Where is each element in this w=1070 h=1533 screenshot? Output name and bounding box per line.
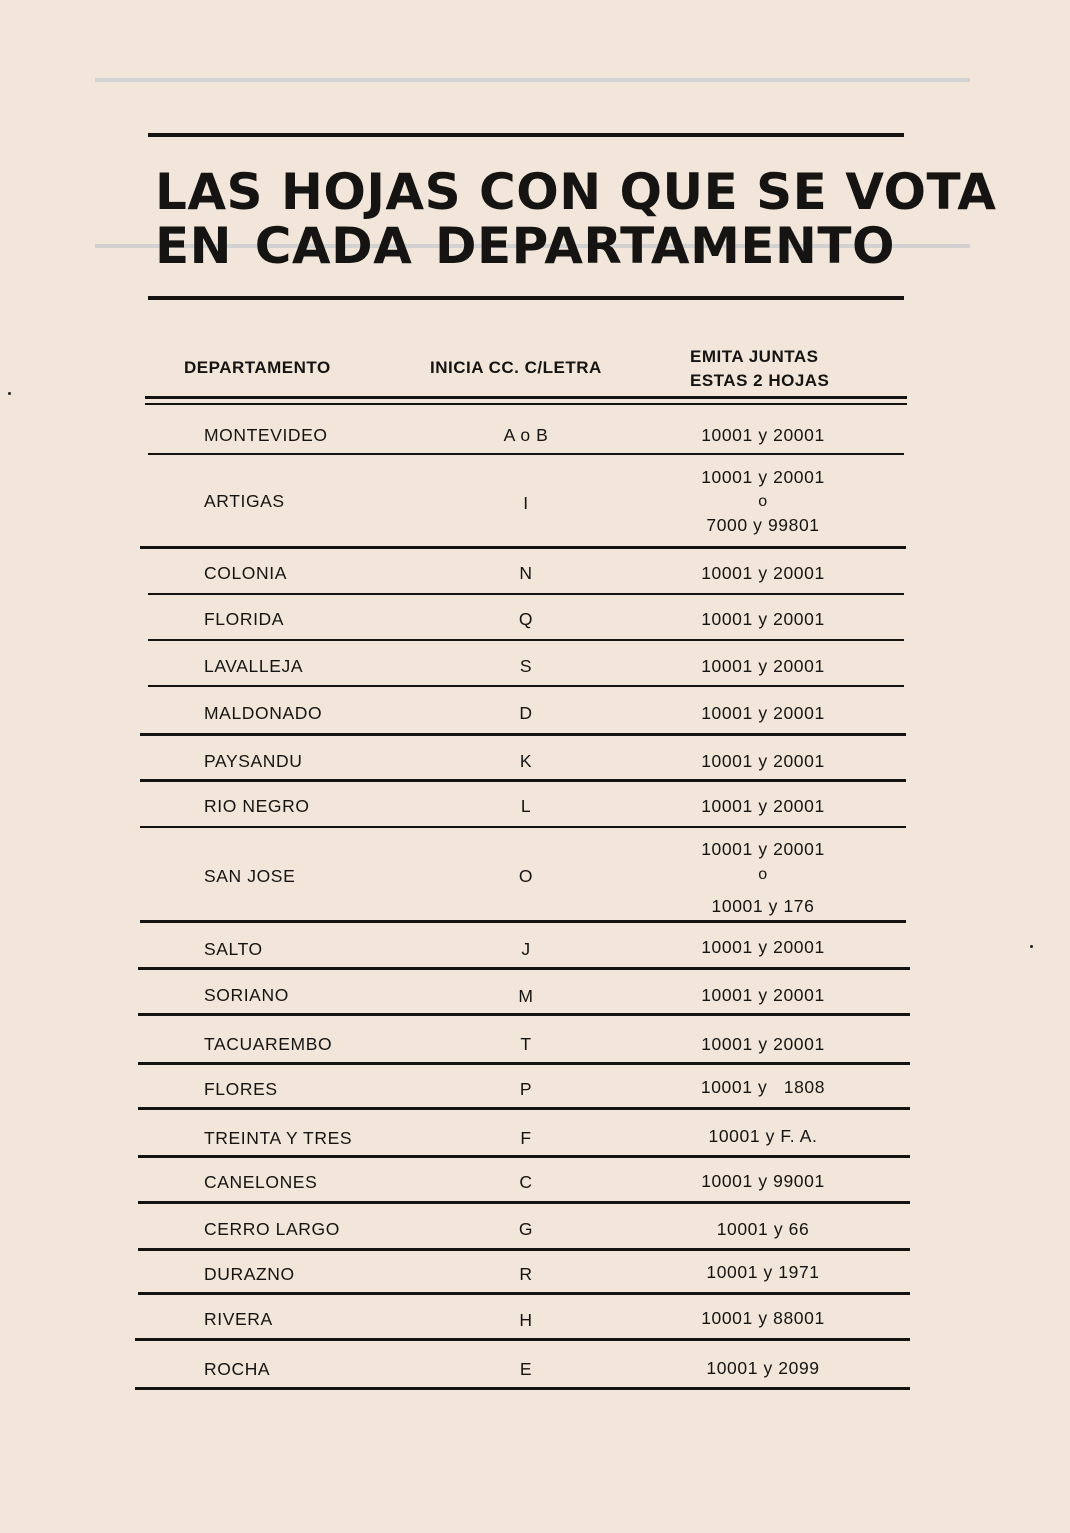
header-hojas-line-2: ESTAS 2 HOJAS (690, 371, 830, 390)
title-rule-bottom (148, 296, 904, 300)
row-dept: ARTIGAS (204, 491, 285, 511)
row-letra: O (518, 866, 534, 886)
row-hojas: 10001 y 1808 (700, 1077, 826, 1097)
row-or: o (758, 493, 768, 510)
row-divider (138, 1292, 910, 1295)
row-hojas: 10001 y 20001 (701, 937, 825, 957)
header-rule-2 (145, 403, 907, 405)
page-title (155, 163, 997, 275)
row-letra: C (519, 1172, 533, 1192)
row-divider (138, 1107, 910, 1110)
row-divider (138, 967, 910, 970)
row-dept: TACUAREMBO (204, 1034, 333, 1054)
row-divider (140, 546, 906, 549)
row-divider (140, 779, 906, 782)
row-letra: J (521, 939, 531, 959)
row-hojas: 10001 y 1971 (706, 1262, 820, 1282)
row-dept: SAN JOSE (204, 866, 296, 886)
row-dept: DURAZNO (204, 1264, 295, 1284)
row-hojas-alt: 7000 y 99801 (706, 515, 820, 535)
print-speck (8, 392, 11, 395)
row-letra: P (519, 1079, 533, 1099)
row-dept: FLORES (204, 1079, 278, 1099)
row-divider (148, 685, 904, 687)
title-rule-top (148, 133, 904, 137)
row-dept: SORIANO (204, 985, 289, 1005)
row-divider (140, 733, 906, 736)
row-dept: CANELONES (204, 1172, 318, 1192)
row-letra: E (519, 1359, 533, 1379)
row-letra: S (519, 656, 533, 676)
row-hojas: 10001 y 20001 (701, 985, 825, 1005)
row-letra: R (519, 1264, 533, 1284)
background-rule-top (95, 78, 970, 82)
row-dept: LAVALLEJA (204, 656, 304, 676)
row-hojas: 10001 y 20001 (701, 467, 825, 487)
row-divider (135, 1338, 910, 1341)
row-letra: D (519, 703, 533, 723)
row-letra: H (519, 1310, 533, 1330)
row-letra: A o B (503, 425, 549, 445)
row-letra: N (519, 563, 533, 583)
row-hojas: 10001 y 20001 (701, 609, 825, 629)
row-divider (140, 826, 906, 828)
row-divider (148, 453, 904, 455)
row-letra: L (520, 796, 532, 816)
row-dept: SALTO (204, 939, 263, 959)
row-letra: Q (518, 609, 534, 629)
row-dept: CERRO LARGO (204, 1219, 340, 1239)
title-word-cada: CADA (254, 217, 413, 275)
title-line-2 (155, 219, 895, 273)
row-hojas: 10001 y 20001 (701, 839, 825, 859)
row-hojas: 10001 y F. A. (708, 1126, 818, 1146)
row-divider (148, 593, 904, 595)
row-dept: MALDONADO (204, 703, 323, 723)
row-letra: K (519, 751, 533, 771)
row-divider (138, 1155, 910, 1158)
row-letra: G (518, 1219, 534, 1239)
row-letra: F (520, 1128, 532, 1148)
title-word-departamento: DEPARTAMENTO (435, 217, 895, 275)
row-hojas: 10001 y 20001 (701, 656, 825, 676)
title-word-en: EN (155, 217, 233, 275)
row-dept: RIVERA (204, 1309, 273, 1329)
row-divider (138, 1201, 910, 1204)
row-hojas-alt: 10001 y 176 (711, 896, 815, 916)
header-rule-1 (145, 396, 907, 399)
row-hojas: 10001 y 20001 (701, 751, 825, 771)
row-divider (140, 920, 906, 923)
row-hojas: 10001 y 20001 (701, 796, 825, 816)
row-hojas: 10001 y 99001 (701, 1171, 825, 1191)
row-dept: MONTEVIDEO (204, 425, 328, 445)
row-letra: T (520, 1034, 532, 1054)
row-or: o (758, 866, 768, 883)
row-letra: M (518, 986, 534, 1006)
print-speck (1030, 945, 1033, 948)
row-dept: TREINTA Y TRES (204, 1128, 353, 1148)
row-letra: I (523, 493, 529, 513)
row-hojas: 10001 y 2099 (706, 1358, 820, 1378)
row-divider (138, 1248, 910, 1251)
row-dept: COLONIA (204, 563, 287, 583)
row-dept: FLORIDA (204, 609, 285, 629)
row-divider (138, 1013, 910, 1016)
row-dept: PAYSANDU (204, 751, 303, 771)
header-letra: INICIA CC. C/LETRA (430, 358, 602, 377)
table-rule-bottom (135, 1387, 910, 1390)
row-hojas: 10001 y 66 (716, 1219, 810, 1239)
row-divider (138, 1062, 910, 1065)
row-divider (148, 639, 904, 641)
row-dept: ROCHA (204, 1359, 271, 1379)
header-hojas-line-1: EMITA JUNTAS (690, 347, 819, 366)
row-hojas: 10001 y 88001 (701, 1308, 825, 1328)
row-hojas: 10001 y 20001 (701, 563, 825, 583)
row-hojas: 10001 y 20001 (701, 703, 825, 723)
title-line-1: LAS HOJAS CON QUE SE VOTA (155, 163, 997, 221)
row-hojas: 10001 y 20001 (701, 425, 825, 445)
header-departamento: DEPARTAMENTO (184, 358, 331, 377)
row-dept: RIO NEGRO (204, 796, 310, 816)
row-hojas: 10001 y 20001 (701, 1034, 825, 1054)
